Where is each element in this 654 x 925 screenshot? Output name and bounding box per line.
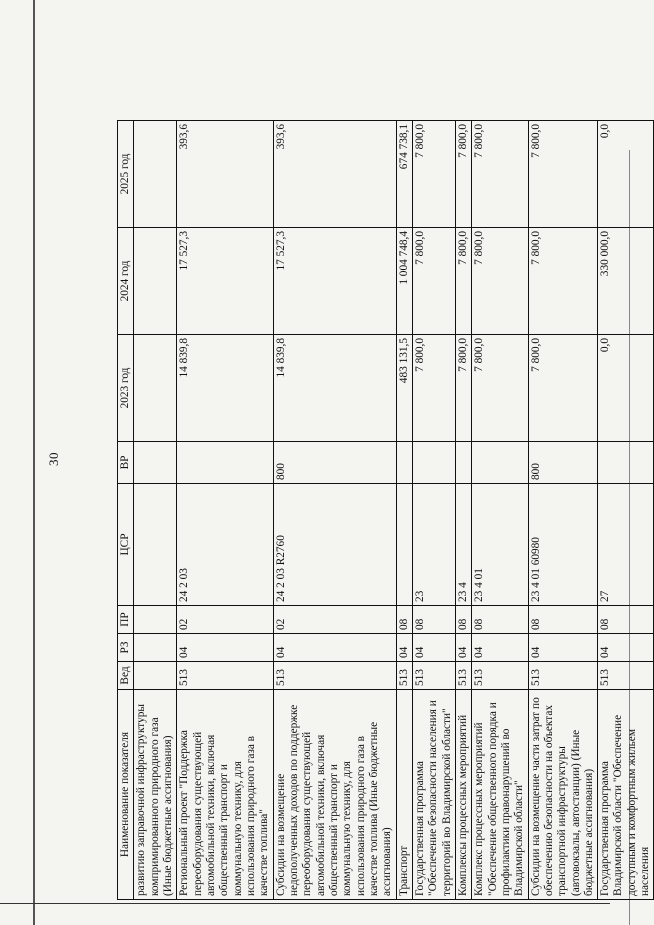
row-rz: 04 bbox=[472, 634, 528, 662]
row-vr: 800 bbox=[273, 442, 396, 484]
row-2025 bbox=[134, 121, 177, 228]
row-ved: 513 bbox=[177, 662, 273, 690]
row-vr bbox=[134, 442, 177, 484]
row-2025: 7 800,0 bbox=[528, 121, 598, 228]
row-rz: 04 bbox=[177, 634, 273, 662]
row-csr bbox=[134, 484, 177, 606]
row-pr: 08 bbox=[528, 606, 598, 634]
row-2023: 14 839,8 bbox=[177, 335, 273, 442]
header-2023: 2023 год bbox=[118, 335, 134, 442]
row-ved bbox=[134, 662, 177, 690]
row-name: развитию заправочной инфраструктуры компримированного природного газа (Иные бюджетные ассигнования) bbox=[134, 690, 177, 900]
row-name: Региональный проект "Поддержка переоборудования существующей автомобильной техники, включая общественный транспорт и коммунальную технику, для использования природного газа в качестве топлива" bbox=[177, 690, 273, 900]
row-vr: 800 bbox=[528, 442, 598, 484]
row-2024 bbox=[134, 228, 177, 335]
row-name: Государственная программа Владимирской области "Обеспечение доступным и комфортным жильем населения bbox=[598, 690, 654, 900]
row-ved: 513 bbox=[455, 662, 471, 690]
row-2025: 7 800,0 bbox=[455, 121, 471, 228]
left-margin-rule bbox=[33, 0, 35, 925]
row-name: Субсидии на возмещение недополученных доходов по поддержке переоборудования существующей автомобильной техники, включая общественный транспорт и коммунальную технику, для использования природного газа в качестве топлива (Иные бюджетные ассигнования) bbox=[273, 690, 396, 900]
header-ved: Вед bbox=[118, 662, 134, 690]
row-2024: 7 800,0 bbox=[472, 228, 528, 335]
row-vr bbox=[177, 442, 273, 484]
row-rz: 04 bbox=[528, 634, 598, 662]
table-row bbox=[273, 121, 396, 900]
row-vr bbox=[598, 442, 654, 484]
row-2024: 17 527,3 bbox=[273, 228, 396, 335]
table-row bbox=[455, 121, 471, 900]
row-name: Субсидии на возмещение части затрат по обеспечению безопасности на объектах транспортной инфраструктуры (автовокзалы, автостанции) (Иные бюджетные ассигнования) bbox=[528, 690, 598, 900]
row-2024: 7 800,0 bbox=[412, 228, 455, 335]
table-row bbox=[412, 121, 455, 900]
row-pr bbox=[134, 606, 177, 634]
page-number: 30 bbox=[46, 452, 61, 466]
bottom-margin-rule bbox=[0, 903, 610, 904]
row-2023: 7 800,0 bbox=[528, 335, 598, 442]
row-2023: 14 839,8 bbox=[273, 335, 396, 442]
header-2025: 2025 год bbox=[118, 121, 134, 228]
row-rz: 04 bbox=[455, 634, 471, 662]
row-pr: 08 bbox=[412, 606, 455, 634]
table-row bbox=[528, 121, 598, 900]
header-name: Наименование показателя bbox=[118, 690, 134, 900]
row-2025: 674 738,1 bbox=[396, 121, 412, 228]
row-csr: 27 bbox=[598, 484, 654, 606]
row-pr: 08 bbox=[598, 606, 654, 634]
row-2023: 483 131,5 bbox=[396, 335, 412, 442]
row-2023 bbox=[134, 335, 177, 442]
rotated-table-container bbox=[117, 120, 652, 900]
row-rz: 04 bbox=[273, 634, 396, 662]
row-2025: 393,6 bbox=[273, 121, 396, 228]
table-row bbox=[598, 121, 654, 900]
row-rz: 04 bbox=[598, 634, 654, 662]
row-2023: 0,0 bbox=[598, 335, 654, 442]
table-header-row bbox=[118, 121, 134, 900]
table-row bbox=[396, 121, 412, 900]
header-2024: 2024 год bbox=[118, 228, 134, 335]
table-row bbox=[177, 121, 273, 900]
header-vr: ВР bbox=[118, 442, 134, 484]
row-csr: 24 2 03 R2760 bbox=[273, 484, 396, 606]
row-rz: 04 bbox=[412, 634, 455, 662]
header-csr: ЦСР bbox=[118, 484, 134, 606]
row-csr: 23 4 bbox=[455, 484, 471, 606]
row-ved: 513 bbox=[412, 662, 455, 690]
row-vr bbox=[472, 442, 528, 484]
row-ved: 513 bbox=[273, 662, 396, 690]
row-2025: 7 800,0 bbox=[472, 121, 528, 228]
row-2024: 17 527,3 bbox=[177, 228, 273, 335]
row-csr: 23 4 01 60980 bbox=[528, 484, 598, 606]
row-csr: 24 2 03 bbox=[177, 484, 273, 606]
row-2025: 7 800,0 bbox=[412, 121, 455, 228]
row-vr bbox=[396, 442, 412, 484]
row-2024: 7 800,0 bbox=[528, 228, 598, 335]
row-2023: 7 800,0 bbox=[472, 335, 528, 442]
row-ved: 513 bbox=[528, 662, 598, 690]
table-row bbox=[472, 121, 528, 900]
row-pr: 02 bbox=[273, 606, 396, 634]
row-rz: 04 bbox=[396, 634, 412, 662]
budget-table bbox=[117, 120, 654, 900]
row-2025: 0,0 bbox=[598, 121, 654, 228]
row-name: Комплексы процессных мероприятий bbox=[455, 690, 471, 900]
row-ved: 513 bbox=[598, 662, 654, 690]
header-rz: РЗ bbox=[118, 634, 134, 662]
row-pr: 08 bbox=[472, 606, 528, 634]
row-name: Комплекс процессных мероприятий "Обеспечение общественного порядка и профилактики правонарушений во Владимирской области" bbox=[472, 690, 528, 900]
row-2023: 7 800,0 bbox=[412, 335, 455, 442]
row-2024: 330 000,0 bbox=[598, 228, 654, 335]
row-2025: 393,6 bbox=[177, 121, 273, 228]
row-2024: 1 004 748,4 bbox=[396, 228, 412, 335]
row-ved: 513 bbox=[472, 662, 528, 690]
table-row bbox=[134, 121, 177, 900]
row-csr: 23 4 01 bbox=[472, 484, 528, 606]
row-csr bbox=[396, 484, 412, 606]
row-2023: 7 800,0 bbox=[455, 335, 471, 442]
row-name: Транспорт bbox=[396, 690, 412, 900]
row-csr: 23 bbox=[412, 484, 455, 606]
row-2024: 7 800,0 bbox=[455, 228, 471, 335]
row-pr: 08 bbox=[455, 606, 471, 634]
header-pr: ПР bbox=[118, 606, 134, 634]
row-ved: 513 bbox=[396, 662, 412, 690]
row-vr bbox=[412, 442, 455, 484]
row-pr: 02 bbox=[177, 606, 273, 634]
row-vr bbox=[455, 442, 471, 484]
row-name: Государственная программа "Обеспечение безопасности населения и территорий во Владимирской области" bbox=[412, 690, 455, 900]
row-pr: 08 bbox=[396, 606, 412, 634]
row-rz bbox=[134, 634, 177, 662]
